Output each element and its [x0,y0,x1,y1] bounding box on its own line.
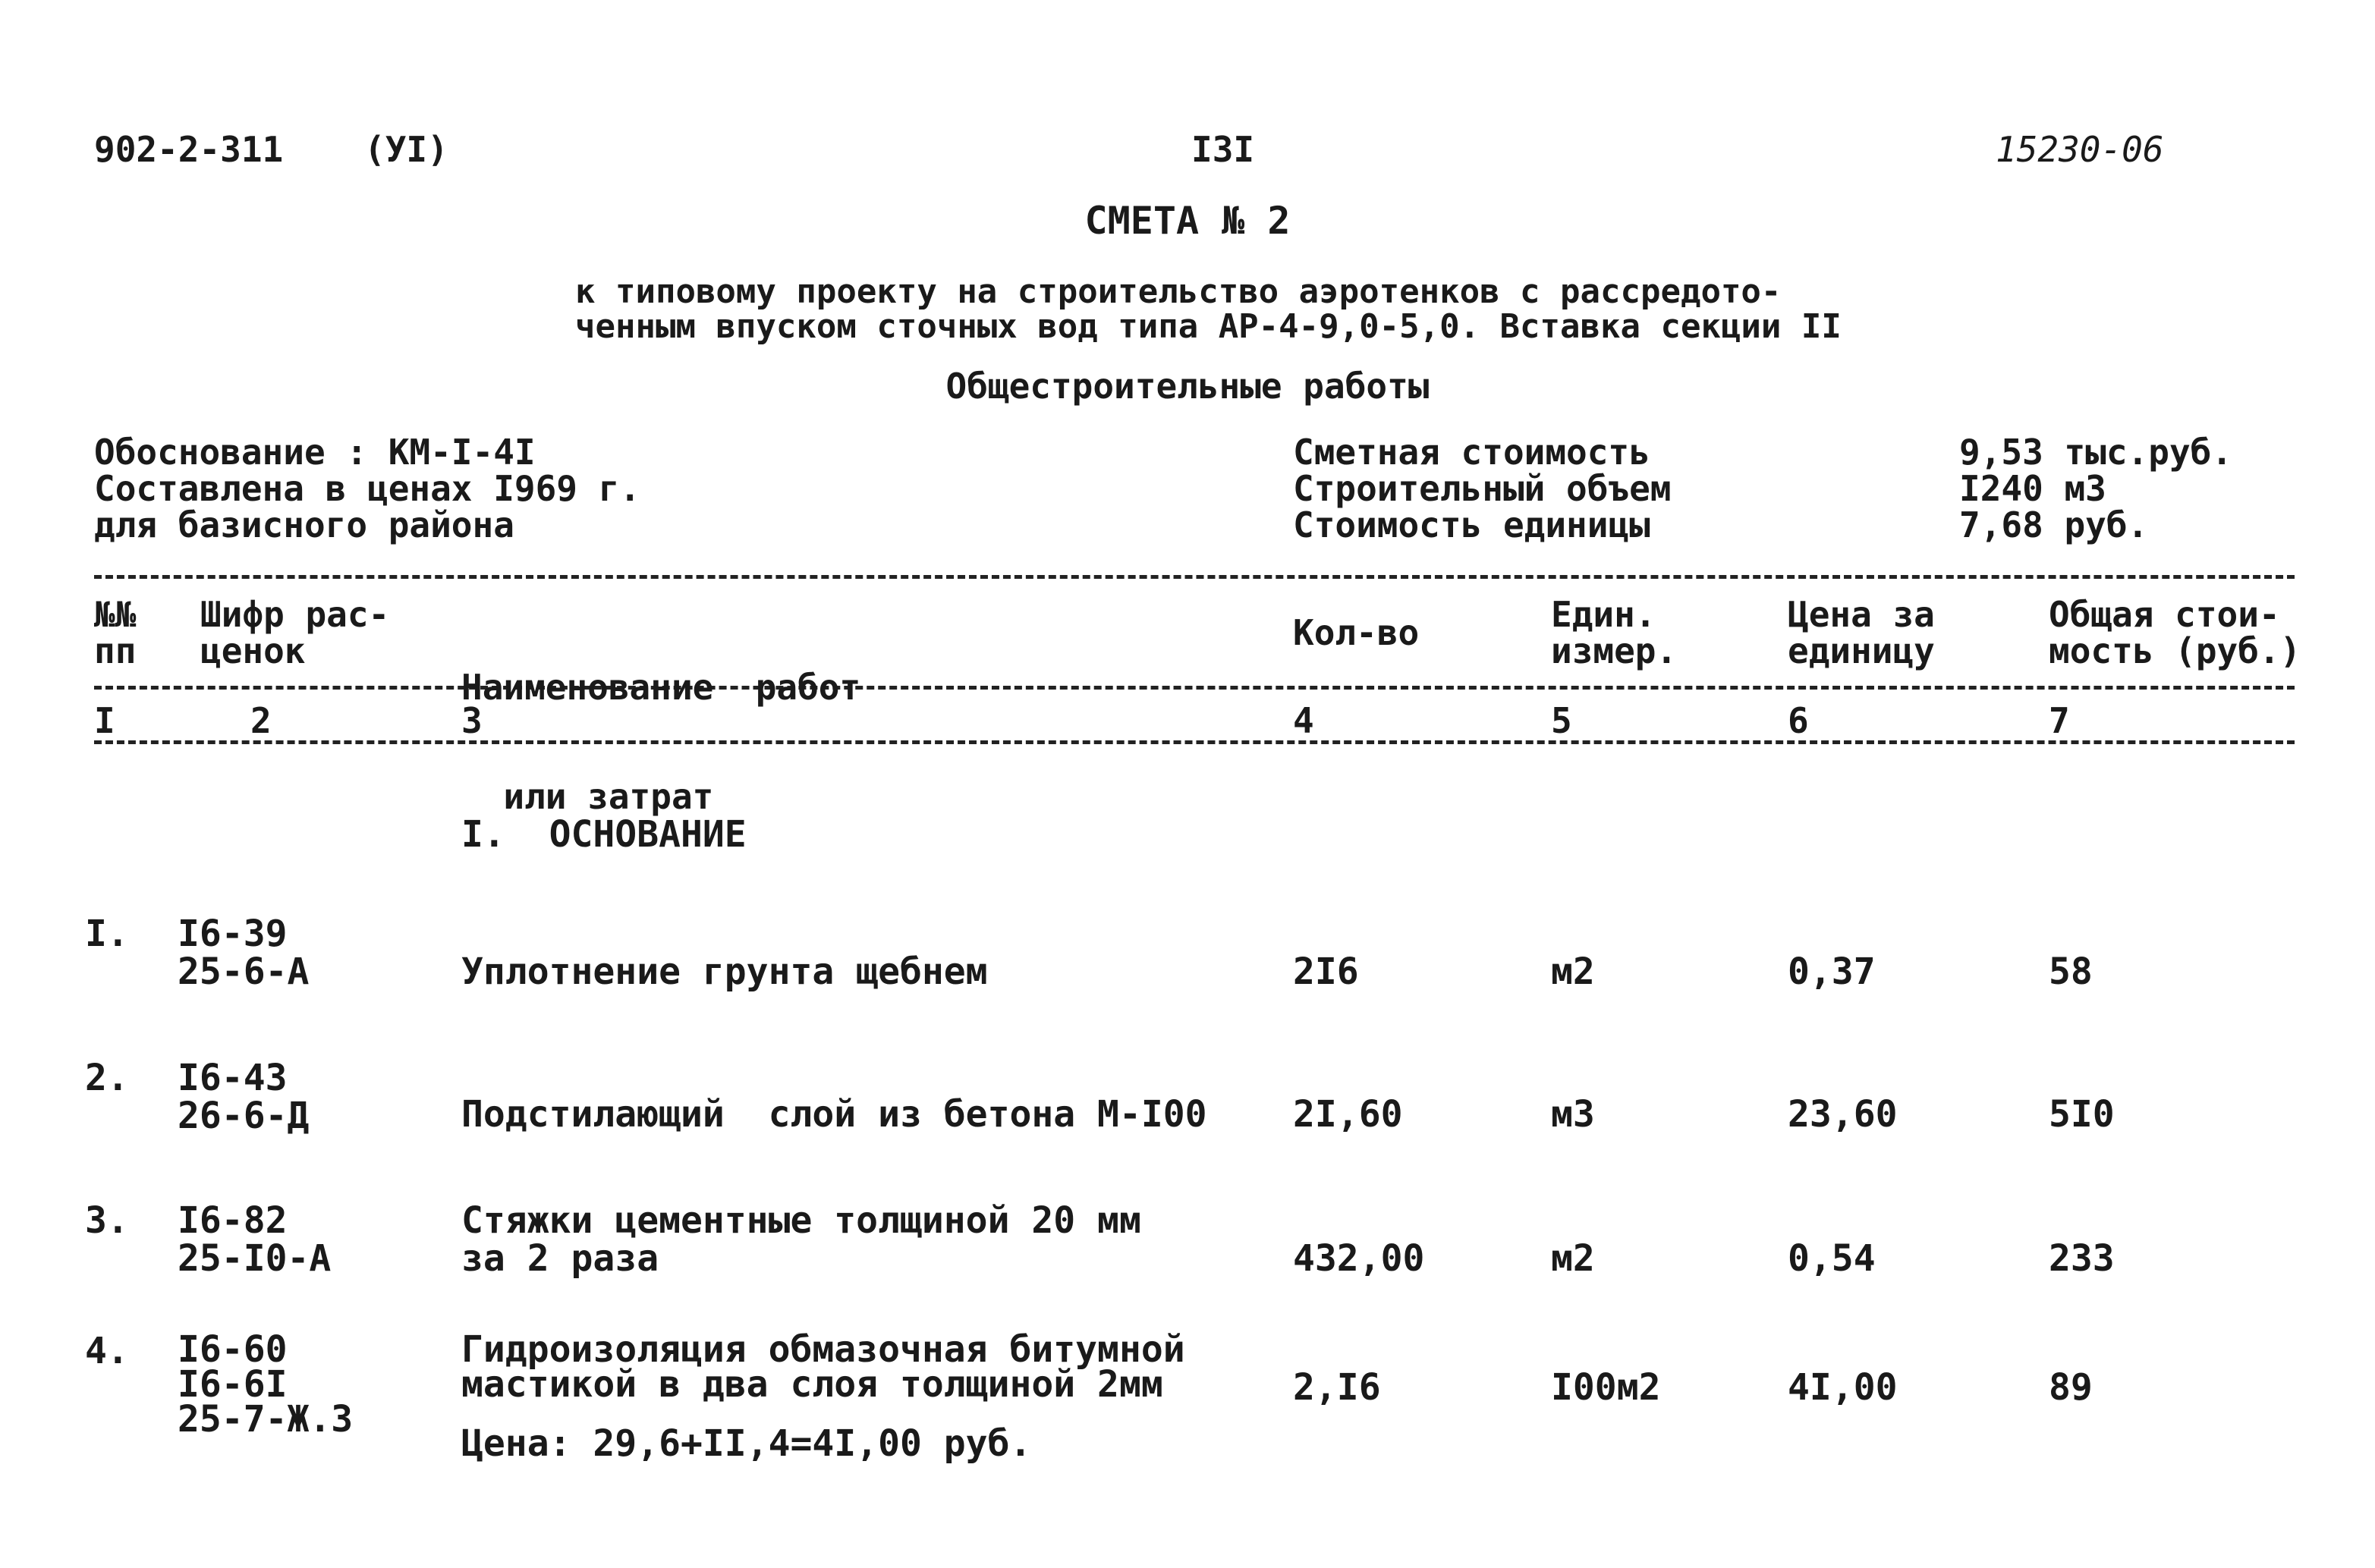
col-number-2: 2 [250,700,272,741]
col-number-7: 7 [2049,700,2070,741]
row-2-name: Подстилающий слой из бетона М-I00 [461,1093,1207,1136]
construction-volume-label: Строительный объем [1293,468,1672,509]
title-line-2: ченным впуском сточных вод типа АР-4-9,0-5,0. Вставка секции II [575,307,1842,346]
estimate-title: СМЕТА № 2 [1084,199,1291,243]
row-3-code: I6-82 25-I0-А [178,1199,332,1280]
ref-number: 15230-06 [1996,129,2164,170]
row-1-code: I6-39 25-6-А [178,913,310,993]
row-2-total: 5I0 [2049,1093,2115,1136]
col-number-4: 4 [1293,700,1314,741]
row-4-unit: I00м2 [1551,1366,1661,1409]
work-type-subtitle: Общестроительные работы [945,366,1430,407]
row-4-price: 4I,00 [1788,1366,1898,1409]
row-2-unit: м3 [1551,1093,1595,1136]
doc-code: 902-2-311 [94,129,284,170]
table-rule-mid [94,686,2295,690]
estimated-cost-label: Сметная стоимость [1293,432,1650,473]
unit-cost-label: Стоимость единицы [1293,504,1650,545]
row-2-price: 23,60 [1788,1093,1898,1136]
row-4-qty: 2,I6 [1293,1366,1381,1409]
table-rule-bottom [94,740,2295,744]
row-4-num: 4. [85,1330,129,1372]
info-right-values [1959,434,2232,543]
row-1-total: 58 [2049,951,2093,993]
section-title: I. ОСНОВАНИЕ [461,813,747,856]
row-4-name: Гидроизоляция обмазочная битумной мастикой в два слоя толщиной 2мм [461,1328,1185,1406]
row-1-name: Уплотнение грунта щебнем [461,951,988,993]
row-4-price-note: Цена: 29,6+II,4=4I,00 руб. [461,1422,1032,1465]
header-price: Цена за единицу [1788,594,1935,671]
header-num: №№ пп [94,594,137,671]
region-line: для базисного района [94,504,514,545]
info-left [94,434,640,543]
estimated-cost-value: 9,53 тыс.руб. [1959,432,2233,473]
col-number-5: 5 [1551,700,1572,741]
row-3-price: 0,54 [1788,1237,1876,1280]
row-2-qty: 2I,60 [1293,1093,1403,1136]
row-3-num: 3. [85,1199,129,1242]
header-name: Наименование работ или затрат [461,667,861,817]
col-number-1: I [94,700,115,741]
row-3-qty: 432,00 [1293,1237,1425,1280]
header-code: Шифр рас- ценок [200,594,390,671]
row-1-price: 0,37 [1788,951,1876,993]
header-qty: Кол-во [1293,612,1420,653]
construction-volume-value: I240 м3 [1959,468,2106,509]
page-number: I3I [1191,129,1255,170]
title-description [575,272,1842,346]
row-2-code: I6-43 26-6-Д [178,1057,310,1137]
table-rule-top [94,575,2295,579]
info-right-labels [1293,434,1672,543]
row-1-unit: м2 [1551,951,1595,993]
row-1-num: I. [85,913,129,955]
row-3-name: Стяжки цементные толщиной 20 мм за 2 раза [461,1199,1141,1280]
col-number-6: 6 [1788,700,1809,741]
row-4-total: 89 [2049,1366,2093,1409]
row-2-num: 2. [85,1057,129,1099]
row-3-total: 233 [2049,1237,2115,1280]
title-line-1: к типовому проекту на строительство аэротенков с рассредото- [575,272,1782,311]
basis-line: Обоснование : КМ-I-4I [94,432,536,473]
col-number-3: 3 [461,700,483,741]
row-1-qty: 2I6 [1293,951,1359,993]
doc-marker: (УI) [364,129,448,170]
row-4-code: I6-60 I6-6I 25-7-Ж.3 [178,1328,354,1441]
row-3-unit: м2 [1551,1237,1595,1280]
unit-cost-value: 7,68 руб. [1959,504,2149,545]
header-unit: Един. измер. [1551,594,1678,671]
header-total: Общая стои- мость (руб.) [2049,594,2301,671]
prices-line: Составлена в ценах I969 г. [94,468,641,509]
